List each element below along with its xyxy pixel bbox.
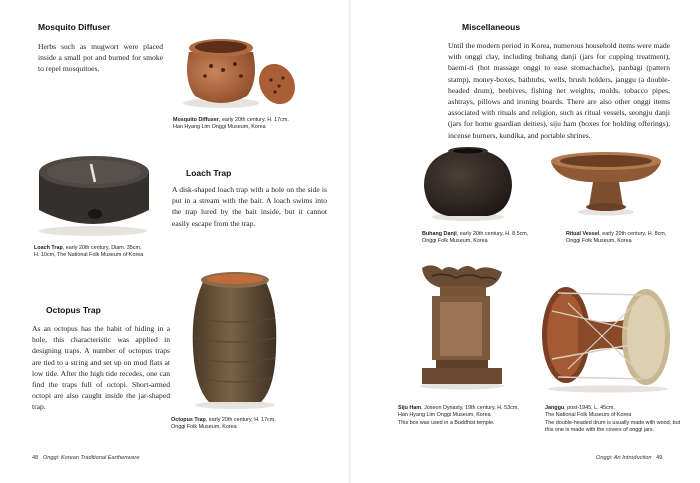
- mosquito-diffuser-image: [175, 30, 300, 114]
- buhang-danji-image: [418, 142, 518, 222]
- mosquito-diffuser-caption: Mosquito Diffuser, early 20th century, H. 17cm. Han Hyang Lim Onggi Museum, Korea: [173, 117, 289, 131]
- octopus-trap-text: As an octopus has the habit of hiding in a hole, this characteristic was applied in designing traps. A number of octopus traps are tied to a string and set up on mud flats at low tide. After the high tide recedes, one can find the traps full of octopi. Short-armed octopi are also caught inside the jar-shaped trap.: [32, 324, 170, 412]
- left-footer: [32, 455, 140, 461]
- octopus-trap-heading: Octopus Trap: [46, 305, 101, 315]
- loach-trap-caption: Loach Trap, early 20th century, Diam. 35cm, H. 10cm, The National Folk Museum of Korea: [34, 245, 144, 259]
- right-running-title: Onggi: An Introduction: [596, 455, 652, 461]
- siju-ham-caption: Siju Ham, Joseon Dynasty, 19th century, H. 53cm, Han Hyang Lim Onggi Museum, Korea This box was used in a Buddhist temple.: [398, 405, 519, 426]
- right-footer: [596, 455, 662, 461]
- miscellaneous-heading: Miscellaneous: [462, 22, 521, 32]
- mosquito-diffuser-text: Herbs such as mugwort were placed inside a small pot and burned for smoke to repel mosquitoes.: [38, 42, 163, 74]
- janggu-image: [538, 283, 676, 393]
- loach-trap-image: [35, 152, 153, 238]
- left-running-title: Onggi: Korean Traditional Earthenware: [42, 455, 140, 461]
- octopus-trap-image: [187, 268, 282, 410]
- ritual-vessel-caption: Ritual Vessel, early 20th century, H. 8cm, Onggi Folk Museum, Korea: [566, 231, 667, 245]
- siju-ham-image: [412, 262, 512, 390]
- loach-trap-text: A disk-shaped loach trap with a hole on the side is put in a stream with the bait. A loach swims into the trap lured by the bait inside, but it cannot easily escape from the trap.: [172, 185, 327, 228]
- octopus-trap-caption: Octopus Trap, early 20th century, H. 17cm, Onggi Folk Museum, Korea: [171, 417, 276, 431]
- right-page-number: 49: [656, 455, 663, 461]
- janggu-caption: Janggu, post-1945, L. 45cm, The National Folk Museum of Korea The double-headed drum is usually made with wood, but this one is made with the covers of onggi jars.: [545, 405, 681, 433]
- page-spine: [349, 0, 351, 483]
- left-page-number: 48: [32, 455, 39, 461]
- ritual-vessel-image: [547, 148, 665, 216]
- buhang-danji-caption: Buhang Danji, early 20th century, H. 8.5cm, Onggi Folk Museum, Korea: [422, 231, 529, 245]
- mosquito-diffuser-heading: Mosquito Diffuser: [38, 22, 111, 32]
- miscellaneous-text: Until the modern period in Korea, numerous household items were made with onggi clay, including buhang danji (jars for cupping treatment), baemi-ri (hot massage onggi to ease stomachache), panbagi (pattern stamp), money-boxes, bathtubs, wells, brush holders, janggu (a double-headed drum), beehives, fishing net weights, molds, tobacco pipes, ashtrays, pillows and ironing boards. There are also other onggi items associated with rituals and religion, such as ritual vessels, seongju danji (jars for home guardian deities), siju ham (boxes for holding offerings), incense burners, kundika, and portable shrines.: [448, 41, 670, 140]
- loach-trap-heading: Loach Trap: [186, 168, 232, 178]
